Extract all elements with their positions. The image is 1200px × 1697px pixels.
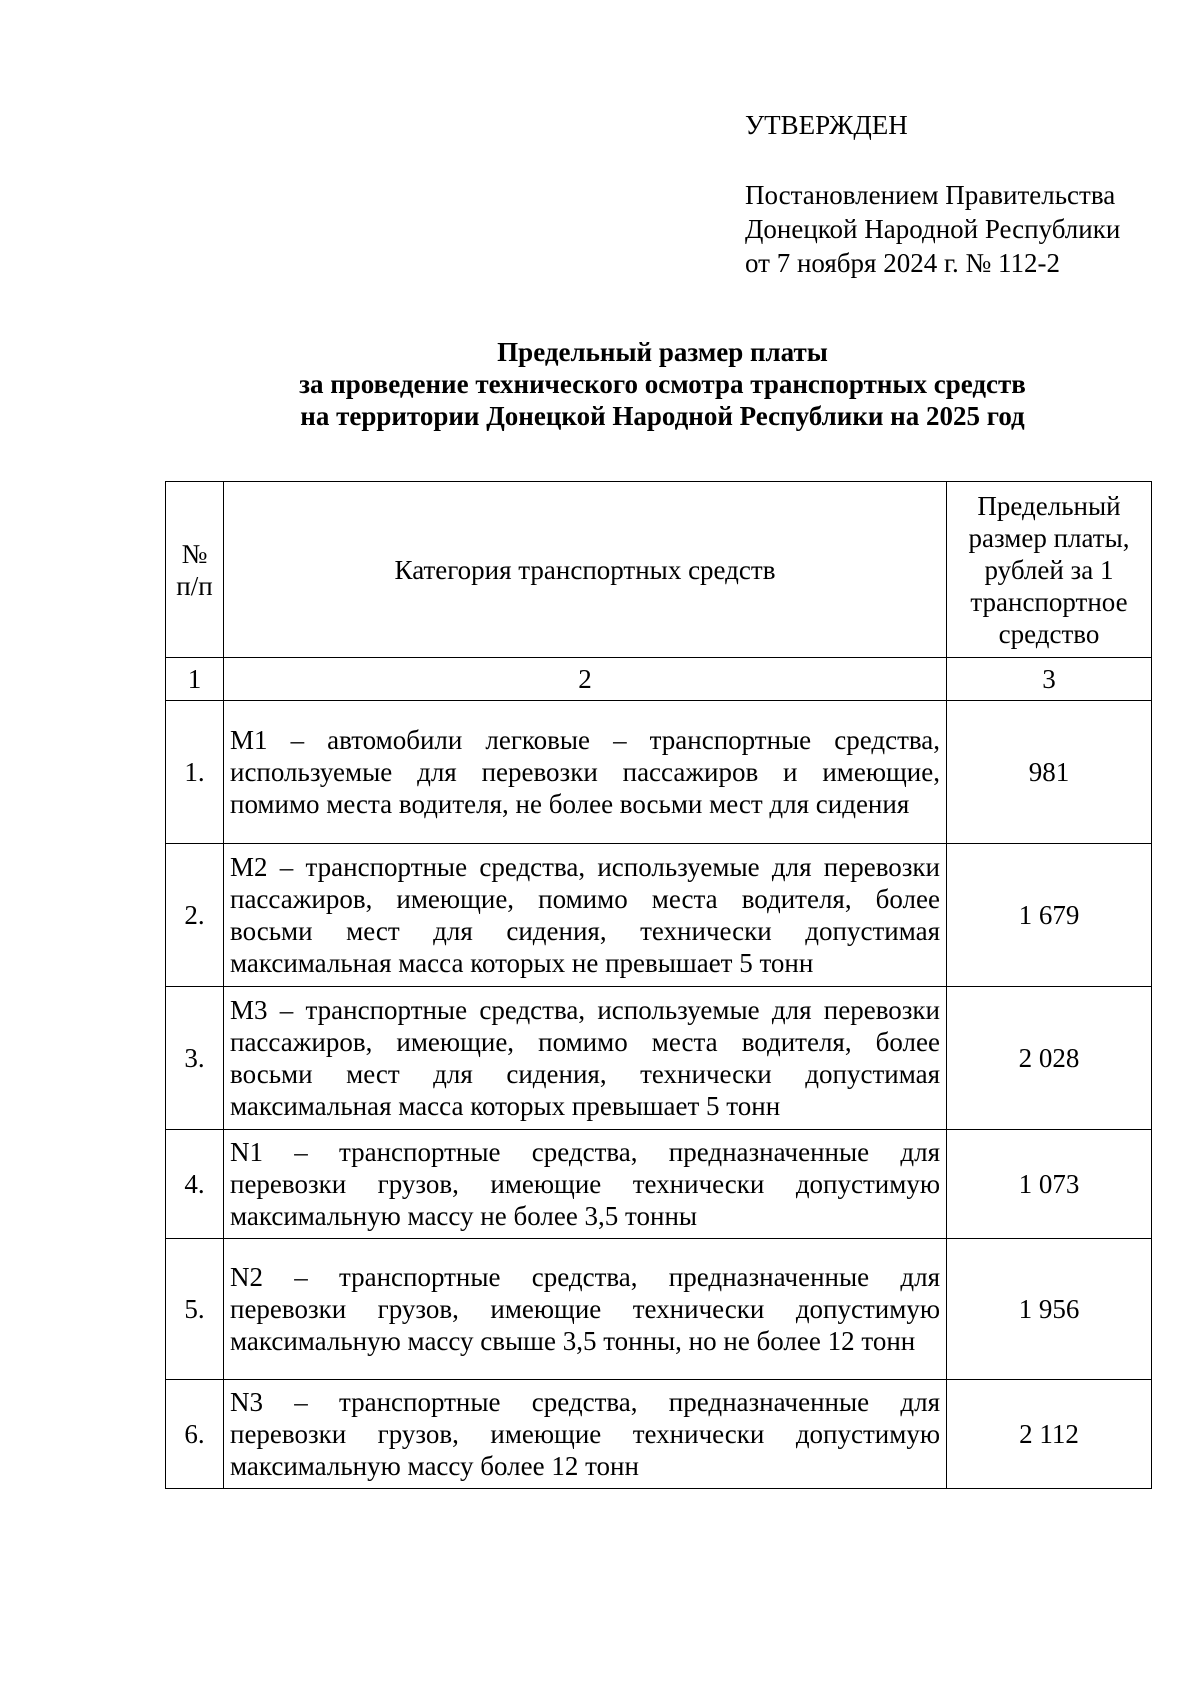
approval-stamp: УТВЕРЖДЕН [745, 110, 908, 140]
row-number: 3. [166, 987, 224, 1130]
column-number-row [166, 658, 1152, 701]
row-fee: 1 956 [947, 1239, 1152, 1380]
row-number: 6. [166, 1380, 224, 1489]
title-line-3: на территории Донецкой Народной Республики на 2025 год [300, 401, 1025, 431]
table-row [166, 1380, 1152, 1489]
row-category: М2 – транспортные средства, используемые для перевозки пассажиров, имеющие, помимо места водителя, более восьми мест для сидения, технически допустимая максимальная масса которых не превышает 5 тонн [224, 844, 947, 987]
column-number: 1 [166, 658, 224, 701]
column-number: 3 [947, 658, 1152, 701]
document-title [165, 336, 1160, 432]
row-category: N1 – транспортные средства, предназначенные для перевозки грузов, имеющие технически допустимую максимальную массу не более 3,5 тонны [224, 1130, 947, 1239]
row-category: М1 – автомобили легковые – транспортные средства, используемые для перевозки пассажиров и имеющие, помимо места водителя, не более восьми мест для сидения [224, 701, 947, 844]
row-fee: 1 679 [947, 844, 1152, 987]
approval-line-1: Постановлением Правительства [745, 180, 1116, 210]
table-row [166, 1239, 1152, 1380]
table-row [166, 844, 1152, 987]
row-number: 1. [166, 701, 224, 844]
approval-line-2: Донецкой Народной Республики [745, 214, 1121, 244]
approval-block [745, 108, 1175, 280]
table-row [166, 987, 1152, 1130]
title-line-2: за проведение технического осмотра транспортных средств [299, 369, 1026, 399]
row-fee: 2 112 [947, 1380, 1152, 1489]
table-row [166, 1130, 1152, 1239]
header-num: № п/п [166, 482, 224, 658]
row-category: N3 – транспортные средства, предназначенные для перевозки грузов, имеющие технически допустимую максимальную массу более 12 тонн [224, 1380, 947, 1489]
row-number: 2. [166, 844, 224, 987]
header-fee: Предельный размер платы, рублей за 1 транспортное средство [947, 482, 1152, 658]
header-category: Категория транспортных средств [224, 482, 947, 658]
table-header-row [166, 482, 1152, 658]
column-number: 2 [224, 658, 947, 701]
row-fee: 981 [947, 701, 1152, 844]
approval-line-3: от 7 ноября 2024 г. № 112-2 [745, 248, 1060, 278]
row-fee: 2 028 [947, 987, 1152, 1130]
row-number: 5. [166, 1239, 224, 1380]
table-row [166, 701, 1152, 844]
row-category: М3 – транспортные средства, используемые для перевозки пассажиров, имеющие, помимо места водителя, более восьми мест для сидения, технически допустимая максимальная масса которых превышает 5 тонн [224, 987, 947, 1130]
title-line-1: Предельный размер платы [497, 337, 828, 367]
fee-table [165, 481, 1152, 1489]
row-category: N2 – транспортные средства, предназначенные для перевозки грузов, имеющие технически допустимую максимальную массу свыше 3,5 тонны, но не более 12 тонн [224, 1239, 947, 1380]
row-number: 4. [166, 1130, 224, 1239]
row-fee: 1 073 [947, 1130, 1152, 1239]
